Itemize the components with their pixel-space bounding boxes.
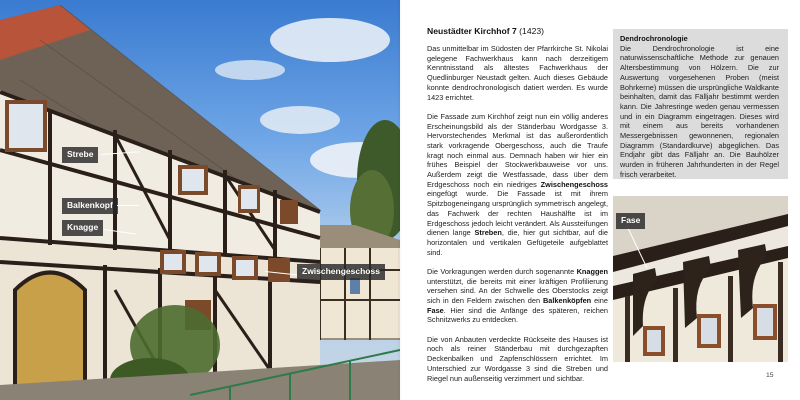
infobox-text: Die Dendrochronologie ist eine naturwissenschaftliche Methode zur genauen Altersbestimmung von Hölzern. Die zur Auswertung vorgesehenen Proben (meist Bohrkerne) müssen die ursprüngliche Waldkante beinhalten, damit das Fälljahr bestimmt werden kann. Die Jahresringe weden genau vermessen und in ein Diagramm eingetragen. Dieses wird mit einem aus bereits vorhandenen Messergebnissen gewonnenen, regionalen Diagramm (Standardkurve) abgeglichen. Das Endjahr gibt das Fälljahr an. Die Bauhölzer wurden in früheren Jahrhunderten in der Regel frisch verarbeitet. — [620, 43, 779, 179]
infobox-title: Dendrochronologie — [620, 34, 688, 43]
text-page — [400, 0, 800, 400]
term-knaggen: Knaggen — [576, 266, 608, 276]
page-number: 15 — [766, 372, 774, 379]
term-fase: Fase — [427, 305, 444, 315]
article-title — [427, 26, 544, 36]
pointer-balkenkopf — [117, 205, 139, 206]
book-gutter — [398, 0, 402, 400]
term-zwischengeschoss: Zwischengeschoss — [540, 179, 608, 189]
article-title-text: Neustädter Kirchhof 7 — [427, 26, 517, 36]
detail-photo — [613, 196, 788, 362]
label-strebe: Strebe — [62, 147, 98, 163]
article-body — [427, 44, 608, 393]
paragraph-2: Die Fassade zum Kirchhof zeigt nun ein völlig anderes Erscheinungsbild als der Ständerbau Wordgasse 3. Hervorstechendes Merkmal ist das außerordentlich stark vorkragende Obergeschoss, auch die Traufe kragt noch einmal aus. Demnach haben wir hier ein frühes Beispiel der Stockwerkbauweise vor uns. Außerdem zeigt die Westfassade, dass über dem Erdgeschoss noch ein niedriges Zwischengeschoss eingefügt wurde. Die Fassade ist mit ihrem Spitzbogeneingang ursprünglich symmetrisch angelegt, das Fachwerk der rechten Haushälfte ist im Erdgeschoss jedoch leicht verändert. Als Aussteifungen dienen lange Streben, die, hier gut sichtbar, auf die horizontalen und vertikalen Gefügeteile aufgeblattet sind. — [427, 111, 609, 257]
label-knagge: Knagge — [62, 220, 103, 236]
label-balkenkopf: Balkenkopf — [62, 198, 118, 214]
label-zwischengeschoss: Zwischengeschoss — [297, 264, 385, 280]
paragraph-1: Das unmittelbar im Südosten der Pfarrkirche St. Nikolai gelegene Fachwerkhaus kann nach derzeitigem Kenntnisstand als ältestes Fachwerkhaus der Quedlinburger Neustadt gelten. Auch dieses Gebäude konnte dendrochronologisch datiert werden. Es wurde 1423 errichtet. — [427, 44, 608, 102]
paragraph-3: Die Vorkragungen werden durch sogenannte Knaggen unterstützt, die bereits mit einer kräftigen Profilierung versehen sind. An der Schwelle des Oberstocks zeigt sich in den Feldern zwischen den Balkenköpfen eine Fase. Hier sind die Anfänge des späteren, reichen Schnitzwerks zu entdecken. — [427, 266, 608, 325]
label-fase: Fase — [616, 213, 645, 229]
dendrochronology-infobox — [613, 29, 788, 179]
paragraph-4: Die von Anbauten verdeckte Rückseite des Hauses ist noch als reiner Ständerbau mit durchgezapften Deckenbalken und Zapfenschlössern errichtet. Im Unterschied zur Wordgasse 3 sind die Streben und Riegel nun außenseitig verzimmert und sichtbar. — [427, 334, 608, 383]
term-balkenkoepfe: Balkenköpfen — [543, 296, 592, 306]
term-streben: Streben — [474, 228, 502, 238]
article-year: (1423) — [519, 26, 545, 36]
